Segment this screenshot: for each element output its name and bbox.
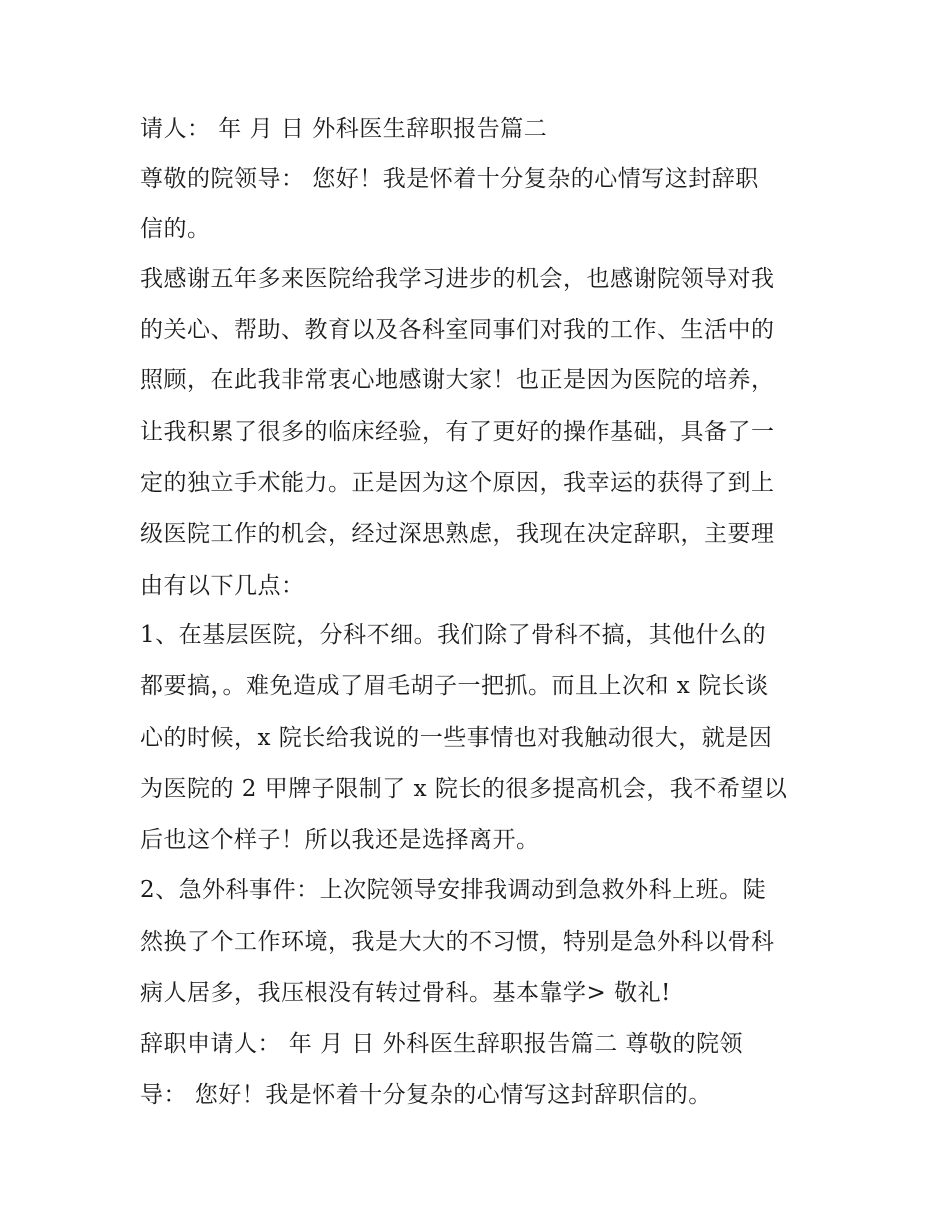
text-line: 都要搞，。难免造成了眉毛胡子一把抓。而且上次和 x 院长谈 [140, 673, 769, 699]
text-line: 请人： 年 月 日 外科医生辞职报告篇二 [140, 116, 548, 142]
text-line: 为医院的 2 甲牌子限制了 x 院长的很多提高机会，我不希望以 [140, 776, 788, 802]
text-line: 让我积累了很多的临床经验，有了更好的操作基础，具备了一 [140, 419, 775, 445]
text-line: 病人居多，我压根没有转过骨科。基本靠学> 敬礼! [140, 980, 671, 1006]
text-line: 辞职申请人： 年 月 日 外科医生辞职报告篇二 尊敬的院领 [140, 1031, 744, 1057]
text-line: 由有以下几点： [140, 573, 305, 599]
text-line: 的关心、帮助、教育以及各科室同事们对我的工作、生活中的 [140, 317, 775, 343]
text-line: 导： 您好！我是怀着十分复杂的心情写这封辞职信的。 [140, 1082, 712, 1108]
text-line: 后也这个样子！所以我还是选择离开。 [140, 827, 540, 853]
text-line: 我感谢五年多来医院给我学习进步的机会，也感谢院领导对我 [140, 266, 775, 292]
text-line: 级医院工作的机会，经过深思熟虑，我现在决定辞职，主要理 [140, 521, 775, 547]
text-line: 然换了个工作环境，我是大大的不习惯，特别是急外科以骨科 [140, 929, 775, 955]
text-line: 心的时候，x 院长给我说的一些事情也对我触动很大，就是因 [140, 725, 773, 751]
text-line: 定的独立手术能力。正是因为这个原因，我幸运的获得了到上 [140, 470, 775, 496]
text-line: 照顾，在此我非常衷心地感谢大家！也正是因为医院的培养， [140, 367, 775, 393]
text-line: 2、急外科事件：上次院领导安排我调动到急救外科上班。陡 [140, 877, 767, 903]
text-line: 信的。 [140, 216, 211, 242]
text-line: 尊敬的院领导： 您好！我是怀着十分复杂的心情写这封辞职 [140, 166, 759, 192]
text-line: 1、在基层医院，分科不细。我们除了骨科不搞，其他什么的 [140, 622, 767, 648]
